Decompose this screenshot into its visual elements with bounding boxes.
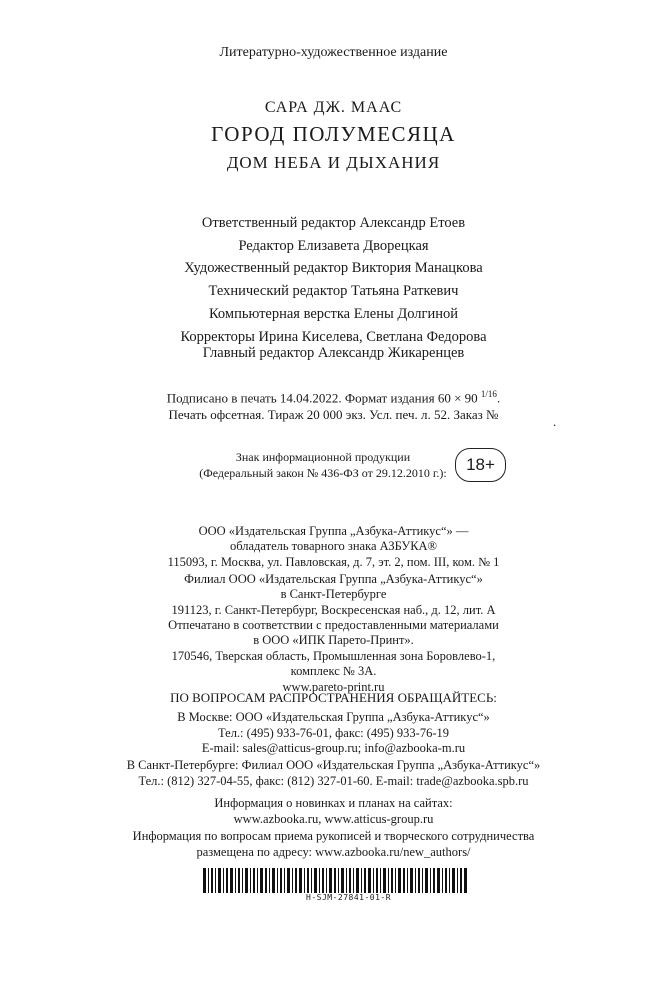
age-rating-badge: 18+: [455, 448, 506, 482]
filial-line: в Санкт-Петербурге: [280, 587, 387, 602]
info-sign-label: [180, 449, 466, 481]
print-info-line-2: Печать офсетная. Тираж 20 000 экз. Усл. печ. л. 52. Заказ №: [168, 407, 499, 423]
format-fraction: 1/16: [480, 389, 497, 399]
moscow-line: E-mail: sales@atticus-group.ru; info@azbooka-m.ru: [201, 741, 466, 755]
printer-block: [0, 618, 667, 695]
book-title: ГОРОД ПОЛУМЕСЯЦА: [211, 122, 456, 146]
printer-line: в ООО «ИПК Парето-Принт».: [253, 633, 414, 648]
staff-line: Технический редактор Татьяна Раткевич: [208, 283, 459, 300]
distribution-spb: [0, 758, 667, 789]
news-line: Информация о новинках и планах на сайтах:: [214, 796, 453, 810]
printer-line: Отпечатано в соответствии с предоставленными материалами: [168, 618, 499, 632]
info-sign-line-1: Знак информационной продукции: [235, 450, 411, 464]
spb-line: Тел.: (812) 327-04-55, факс: (812) 327-01-60. E-mail: trade@azbooka.spb.ru: [138, 773, 529, 788]
printer-line: www.pareto-print.ru: [282, 679, 385, 694]
genre-label: Литературно-художественное издание: [219, 45, 448, 60]
info-sign-line-2: (Федеральный закон № 436-ФЗ от 29.12.2010 г.):: [199, 466, 447, 480]
book-subtitle: ДОМ НЕБА И ДЫХАНИЯ: [226, 153, 441, 172]
staff-line: Ответственный редактор Александр Етоев: [201, 215, 466, 231]
print-info: [0, 386, 667, 423]
news-line: www.azbooka.ru, www.atticus-group.ru: [233, 811, 434, 826]
barcode-text: Н-SJM-27841-01-R: [306, 893, 392, 902]
manuscripts-line: размещена по адресу: www.azbooka.ru/new_authors/: [196, 844, 471, 859]
publisher-line: обладатель товарного знака АЗБУКА®: [229, 539, 438, 554]
staff-line: Художественный редактор Виктория Манацкова: [184, 260, 483, 277]
manuscripts-line: Информация по вопросам приема рукописей и творческого сотрудничества: [132, 829, 535, 843]
distribution-moscow: [0, 710, 667, 757]
distribution-heading: ПО ВОПРОСАМ РАСПРОСТРАНЕНИЯ ОБРАЩАЙТЕСЬ:: [170, 690, 497, 705]
spb-line: В Санкт-Петербурге: Филиал ООО «Издательская Группа „Азбука-Аттикус“»: [126, 758, 541, 772]
news-info: [0, 796, 667, 827]
staff-line: Компьютерная верстка Елены Долгиной: [208, 305, 459, 322]
publisher-line: ООО «Издательская Группа „Азбука-Аттикус“» —: [198, 524, 469, 538]
filial-line: 191123, г. Санкт-Петербург, Воскресенская наб., д. 12, лит. А: [171, 602, 496, 617]
filial-block: [0, 572, 667, 618]
printer-line: 170546, Тверская область, Промышленная зона Боровлево-1,: [171, 648, 496, 663]
printer-line: комплекс № 3А.: [290, 664, 377, 679]
staff-line: Корректоры Ирина Киселева, Светлана Федорова: [180, 328, 487, 345]
barcode: [203, 868, 467, 893]
staff-line: Редактор Елизавета Дворецкая: [238, 237, 429, 254]
author-name: САРА ДЖ. МААС: [264, 99, 403, 116]
manuscripts-info: [0, 829, 667, 860]
print-info-line-1: Подписано в печать 14.04.2022. Формат издания 60 × 90 $^{1/16}$.: [166, 389, 501, 406]
print-info-dot: .: [553, 414, 557, 429]
publisher-block: [0, 524, 667, 570]
publisher-line: 115093, г. Москва, ул. Павловская, д. 7, эт. 2, пом. III, ком. № 1: [167, 554, 500, 569]
chief-editor: Главный редактор Александр Жикаренцев: [202, 345, 465, 361]
moscow-line: Тел.: (495) 933-76-01, факс: (495) 933-76-19: [217, 725, 450, 740]
filial-line: Филиал ООО «Издательская Группа „Азбука-Аттикус“»: [184, 572, 483, 586]
moscow-line: В Москве: ООО «Издательская Группа „Азбука-Аттикус“»: [177, 710, 490, 724]
editorial-staff: [0, 212, 667, 348]
